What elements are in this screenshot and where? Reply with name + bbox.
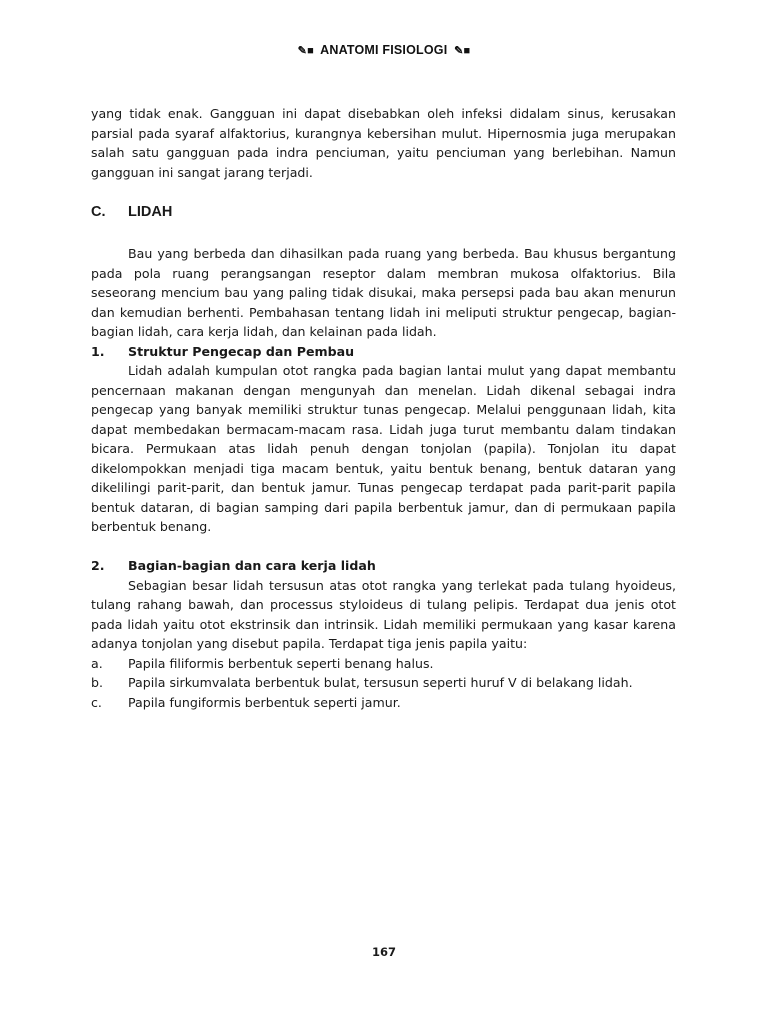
header-title: ANATOMI FISIOLOGI bbox=[320, 43, 448, 57]
subsection-number: 2. bbox=[91, 558, 105, 573]
list-item bbox=[91, 654, 676, 674]
intro-paragraph: yang tidak enak. Gangguan ini dapat disebabkan oleh infeksi didalam sinus, kerusakan parsial pada syaraf alfaktorius, kurangnya kebersihan mulut. Hipernosmia juga merupakan salah satu gangguan pada indra penciuman, yaitu penciuman yang berlebihan. Namun gangguan ini sangat jarang terjadi. bbox=[91, 106, 676, 180]
list-marker: c. bbox=[91, 694, 102, 710]
page-content bbox=[91, 104, 676, 712]
pencil-square-ornament-icon: ✎■ bbox=[454, 45, 471, 57]
section-title: LIDAH bbox=[128, 204, 173, 220]
list-text: Papila sirkumvalata berbentuk bulat, tersusun seperti huruf V di belakang lidah. bbox=[128, 675, 633, 690]
subsection-paragraph: Sebagian besar lidah tersusun atas otot rangka yang terlekat pada tulang hyoideus, tulang rahang bawah, dan processus styloideus di tulang pelipis. Terdapat dua jenis otot pada lidah yaitu otot ekstrinsik dan intrinsik. Lidah memiliki permukaan yang kasar karena adanya tonjolan yang disebut papila. Terdapat tiga jenis papila yaitu: bbox=[91, 577, 676, 651]
section-paragraph: Bau yang berbeda dan dihasilkan pada ruang yang berbeda. Bau khusus bergantung pada pola ruang perangsangan reseptor dalam membran mukosa olfaktorius. Bila seseorang mencium bau yang paling tidak disukai, maka persepsi pada bau akan menurun dan kemudian berhenti. Pembahasan tentang lidah ini meliputi struktur pengecap, bagian-bagian lidah, cara kerja lidah, dan kelainan pada lidah. bbox=[91, 246, 676, 339]
subsection-paragraph: Lidah adalah kumpulan otot rangka pada bagian lantai mulut yang dapat membantu pencernaan makanan dengan mengunyah dan menelan. Lidah dikenal sebagai indra pengecap yang banyak memiliki struktur tunas pengecap. Melalui penggunaan lidah, kita dapat membedakan bermacam-macam rasa. Lidah juga turut membantu dalam tindakan bicara. Permukaan atas lidah penuh dengan tonjolan (papila). Tonjolan itu dapat dikelompokkan menjadi tiga macam bentuk, yaitu bentuk benang, bentuk dataran yang dikelilingi parit-parit, dan bentuk jamur. Tunas pengecap terdapat pada parit-parit papila bentuk dataran, di bagian samping dari papila berbentuk jamur, dan di permukaan papila berbentuk benang. bbox=[91, 363, 676, 534]
list-marker: b. bbox=[91, 675, 103, 690]
section-heading bbox=[91, 202, 676, 222]
section-number: C. bbox=[91, 204, 106, 220]
list-item bbox=[91, 693, 676, 713]
list-item bbox=[91, 673, 676, 693]
pencil-square-ornament-icon: ✎■ bbox=[297, 45, 314, 57]
subsection-title: Bagian-bagian dan cara kerja lidah bbox=[128, 558, 376, 573]
subsection-title: Struktur Pengecap dan Pembau bbox=[128, 343, 355, 359]
subsection-number: 1. bbox=[91, 343, 105, 359]
subsection-heading bbox=[91, 556, 676, 576]
page-number: 167 bbox=[371, 945, 396, 959]
list-marker: a. bbox=[91, 655, 103, 671]
subsection-heading bbox=[91, 342, 676, 362]
page-header bbox=[0, 43, 768, 57]
list-text: Papila fungiformis berbentuk seperti jamur. bbox=[128, 694, 401, 710]
spacer bbox=[91, 537, 676, 557]
list-text: Papila filiformis berbentuk seperti benang halus. bbox=[128, 655, 434, 671]
